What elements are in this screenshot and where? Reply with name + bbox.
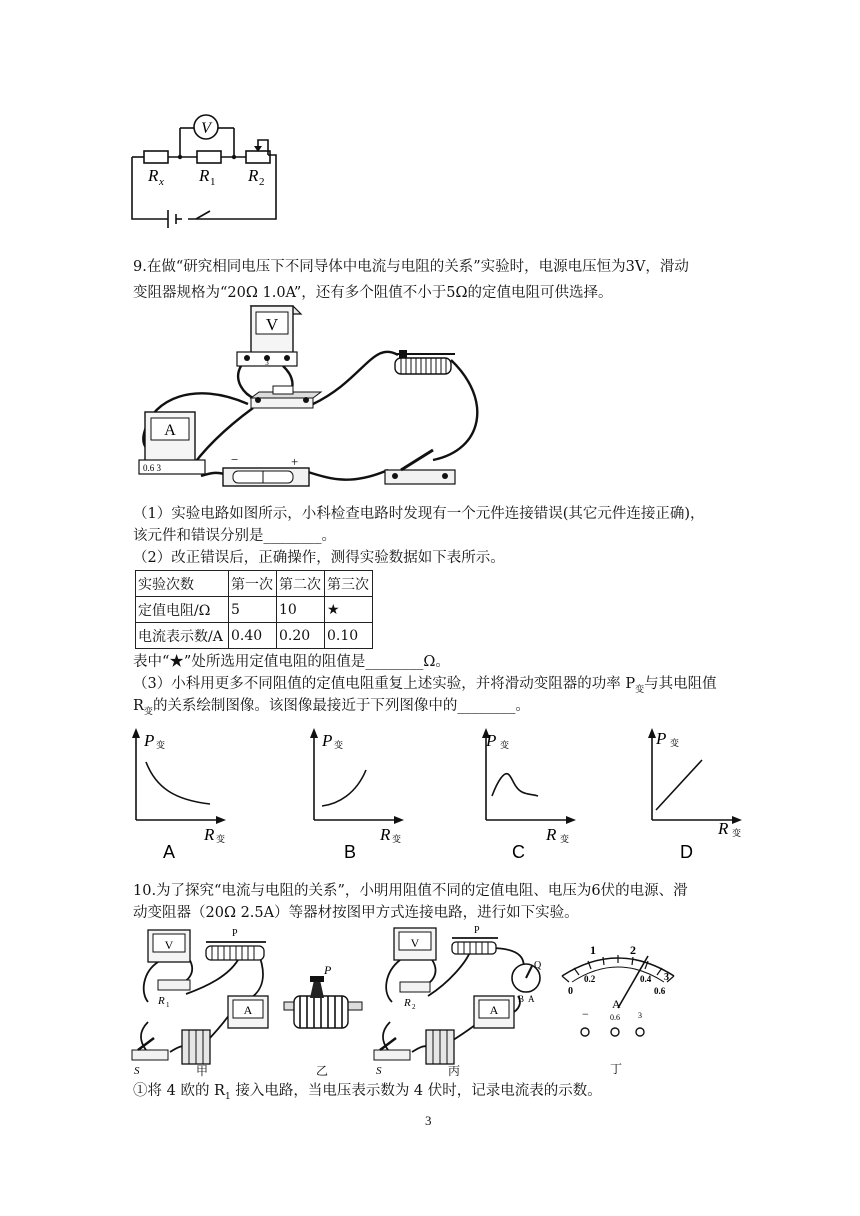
q9-part3-line2: $R_变$的关系绘制图像。该图像最接近于下列图像中的________。 (133, 698, 530, 717)
q9-ammeter (139, 412, 205, 474)
q9-rheostat (395, 350, 455, 374)
q10-figure-ding-label: 丁 (610, 1062, 623, 1076)
q9-star-line: 表中“★”处所选用定值电阻的阻值是________Ω。 (133, 654, 450, 670)
r2-sub: 2 (259, 176, 265, 188)
q10-figure-bing (370, 922, 550, 1080)
rx-sub: x (159, 176, 164, 188)
svg-text:变: 变 (500, 740, 510, 750)
svg-text:变: 变 (334, 740, 344, 750)
svg-text:0.2: 0.2 (584, 974, 596, 984)
q9-graph-b (298, 728, 408, 863)
svg-text:2: 2 (630, 943, 636, 957)
svg-text:R: R (718, 819, 729, 838)
svg-text:变: 变 (392, 834, 402, 844)
q10-jia-switch (132, 1038, 168, 1077)
svg-text:R: R (204, 825, 215, 844)
svg-text:0.6 3: 0.6 3 (143, 463, 161, 473)
q10-bing-rheostat (452, 925, 498, 954)
svg-text:P: P (322, 731, 333, 750)
svg-text:A: A (243, 1003, 253, 1017)
page-number: 3 (425, 1113, 432, 1128)
q10-bing-switch (374, 1038, 410, 1077)
svg-text:V: V (164, 938, 174, 952)
svg-text:2: 2 (412, 1003, 416, 1011)
svg-text:P: P (232, 928, 238, 939)
table-cell: 0.40 (229, 623, 277, 649)
table-cell: 电流表示数/A (136, 623, 229, 649)
svg-text:P: P (486, 731, 497, 750)
r2-label: R (248, 166, 259, 185)
q10-stem-line1: 10.为了探究“电流与电阻的关系”，小明用阻值不同的定值电阻、电压为6伏的电源、滑 (133, 883, 688, 899)
svg-text:A: A (489, 1003, 499, 1017)
q10-figure-bing-label: 丙 (448, 1064, 461, 1078)
table-cell: ★ (325, 597, 373, 623)
svg-text:B: B (344, 842, 357, 862)
q10-bing-battery (426, 1030, 454, 1064)
q9-graph-d (636, 728, 746, 863)
q10-bing-resistor (400, 982, 430, 1011)
svg-text:S: S (376, 1065, 382, 1077)
svg-text:P: P (144, 731, 155, 750)
svg-text:变: 变 (732, 828, 742, 838)
svg-text:1: 1 (590, 943, 596, 957)
q10-jia-rheostat (206, 928, 266, 960)
svg-text:3: 3 (638, 1011, 642, 1020)
table-cell: 实验次数 (136, 571, 229, 597)
table-cell: 0.10 (325, 623, 373, 649)
q10-figure-ding (552, 938, 687, 1080)
svg-text:0.6: 0.6 (654, 986, 666, 996)
q9-apparatus-illustration (133, 300, 493, 500)
svg-text:R: R (158, 995, 165, 1007)
q10-jia-resistor (157, 980, 190, 1009)
svg-text:变: 变 (156, 740, 166, 750)
q10-jia-battery (182, 1030, 210, 1064)
table-cell: 0.20 (277, 623, 325, 649)
q9-graph-c (470, 728, 580, 863)
svg-text:V: V (265, 315, 279, 334)
svg-text:变: 变 (216, 834, 226, 844)
q9-part2: （2）改正错误后，正确操作，测得实验数据如下表所示。 (133, 550, 505, 566)
r1-sub: 1 (210, 176, 216, 188)
q10-bing-knob-resistor (512, 960, 542, 1004)
svg-text:1: 1 (166, 1001, 170, 1009)
table-cell: 第一次 (229, 571, 277, 597)
svg-text:A: A (163, 842, 176, 862)
q10-step1: ①将 4 欧的 $R_1$ 接入电路，当电压表示数为 4 伏时，记录电流表的示数。 (133, 1083, 602, 1102)
svg-text:R: R (380, 825, 391, 844)
svg-text:+: + (291, 454, 299, 469)
q9-switch (385, 450, 455, 484)
q9-stem-line1: 9.在做“研究相同电压下不同导体中电流与电阻的关系”实验时，电源电压恒为3V，滑动 (133, 259, 689, 275)
q9-stem-line2: 变阻器规格为“20Ω 1.0A”，还有多个阻值不小于5Ω的定值电阻可供选择。 (133, 285, 613, 301)
svg-text:R: R (404, 997, 411, 1009)
rx-label: R (148, 166, 159, 185)
table-cell: 定值电阻/Ω (136, 597, 229, 623)
svg-text:0.6: 0.6 (610, 1013, 620, 1022)
table-cell: 第三次 (325, 571, 373, 597)
svg-text:3: 3 (265, 359, 269, 367)
svg-text:0: 0 (568, 986, 573, 997)
voltmeter-symbol: V (201, 120, 211, 137)
q9-data-table (135, 570, 373, 649)
q10-jia-voltmeter (148, 930, 190, 962)
q9-part1-line1: （1）实验电路如图所示，小科检查电路时发现有一个元件连接错误(其它元件连接正确)， (133, 506, 705, 522)
svg-text:P: P (474, 925, 480, 936)
q10-figure-jia-label: 甲 (196, 1064, 209, 1078)
q10-figure-yi (280, 950, 370, 1080)
svg-text:A: A (528, 994, 535, 1004)
svg-text:V: V (410, 936, 420, 950)
table-row (136, 597, 373, 623)
q9-battery (223, 452, 309, 486)
q10-jia-ammeter (228, 996, 268, 1028)
q9-part3-line1: （3）小科用更多不同阻值的定值电阻重复上述实验，并将滑动变阻器的功率 $P_变$与其电阻值 (133, 676, 717, 695)
q10-figure-jia (128, 922, 278, 1080)
table-row (136, 623, 373, 649)
q10-stem-line2: 动变阻器（20Ω 2.5A）等器材按图甲方式连接电路，进行如下实验。 (133, 905, 579, 921)
svg-text:Q: Q (534, 960, 542, 971)
svg-text:−: − (231, 452, 239, 467)
q10-bing-ammeter (474, 996, 514, 1028)
svg-text:R: R (546, 825, 557, 844)
q10-bing-voltmeter (394, 928, 436, 960)
svg-text:变: 变 (560, 834, 570, 844)
circuit-diagram-rx-r1-r2 (120, 108, 290, 228)
q9-graph-a (120, 728, 230, 863)
svg-text:3: 3 (664, 972, 669, 983)
q9-fixed-resistor (251, 386, 321, 408)
q9-part1-line2: 该元件和错误分别是________。 (133, 528, 336, 544)
svg-text:A: A (164, 422, 176, 439)
svg-text:B: B (518, 994, 525, 1004)
svg-text:P: P (656, 729, 667, 748)
svg-text:P: P (324, 963, 332, 977)
svg-text:A: A (612, 997, 621, 1011)
table-cell: 10 (277, 597, 325, 623)
svg-text:S: S (134, 1065, 140, 1077)
svg-text:D: D (680, 842, 693, 862)
svg-text:变: 变 (670, 738, 680, 748)
q10-figure-yi-label: 乙 (316, 1064, 329, 1078)
table-row (136, 571, 373, 597)
svg-text:C: C (512, 842, 525, 862)
r1-label: R (199, 166, 210, 185)
svg-text:−: − (582, 1007, 589, 1021)
table-cell: 5 (229, 597, 277, 623)
svg-text:0.4: 0.4 (640, 974, 652, 984)
q9-voltmeter (237, 306, 301, 367)
table-cell: 第二次 (277, 571, 325, 597)
